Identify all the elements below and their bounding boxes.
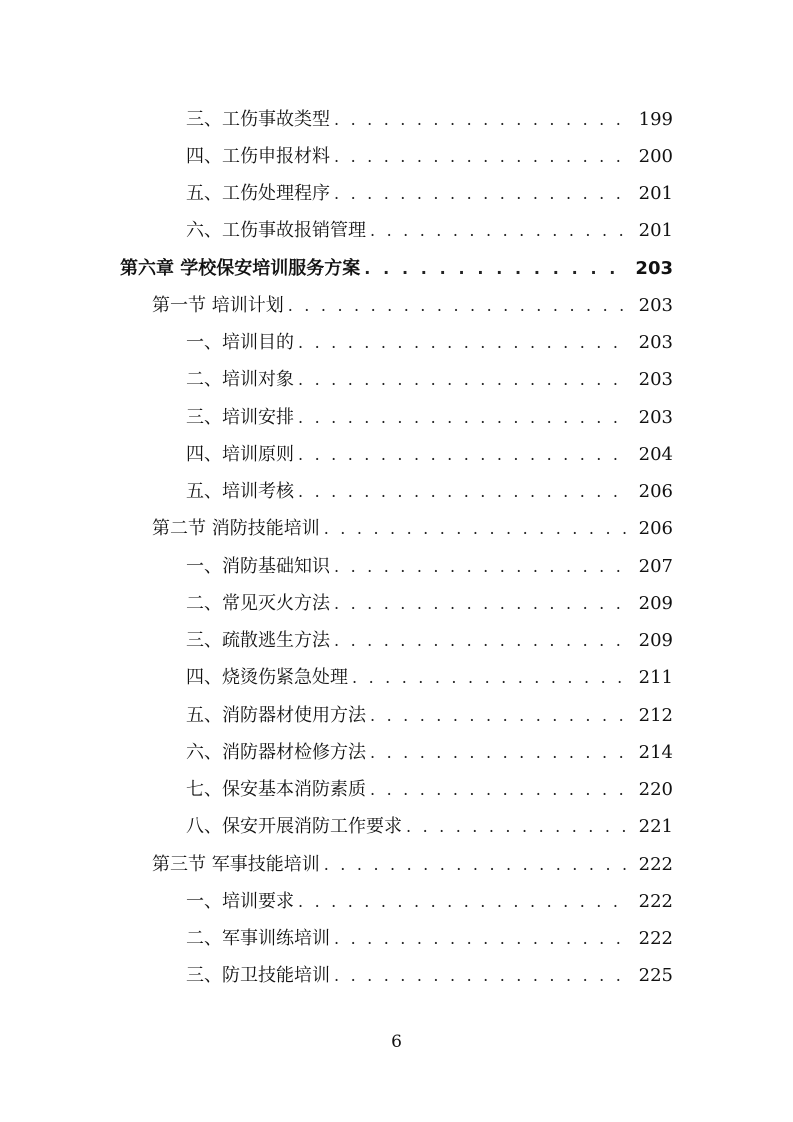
- toc-entry-label: 四、烧烫伤紧急处理: [186, 667, 348, 689]
- toc-entry-label: 一、消防基础知识: [186, 555, 330, 577]
- toc-entry-label: 第一节 培训计划: [152, 294, 284, 316]
- toc-leader-dots: [298, 410, 629, 426]
- toc-entry-label: 一、培训目的: [186, 332, 294, 354]
- toc-entry-label: 第二节 消防技能培训: [152, 518, 320, 540]
- toc-leader-dots: [298, 894, 629, 910]
- toc-entry-page: 203: [638, 294, 673, 316]
- toc-leader-dots: [324, 521, 629, 537]
- toc-item-entry[interactable]: [0, 399, 793, 436]
- toc-entry-page: 211: [638, 667, 673, 689]
- toc-item-entry[interactable]: [0, 548, 793, 585]
- toc-item-entry[interactable]: [0, 213, 793, 250]
- toc-leader-dots: [334, 596, 629, 612]
- toc-entry-page: 225: [638, 965, 673, 987]
- toc-entry-label: 六、消防器材检修方法: [186, 741, 366, 763]
- toc-item-entry[interactable]: [0, 623, 793, 660]
- toc-leader-dots: [298, 447, 629, 463]
- toc-leader-dots: [370, 223, 629, 239]
- toc-entry-page: 221: [638, 816, 673, 838]
- toc-entry-page: 200: [638, 145, 673, 167]
- toc-entry-page: 204: [638, 443, 673, 465]
- toc-entry-label: 五、培训考核: [186, 481, 294, 503]
- page-number: 6: [391, 1032, 402, 1052]
- toc-leader-dots: [334, 931, 629, 947]
- toc-leader-dots: [370, 745, 629, 761]
- toc-section-entry[interactable]: [0, 846, 793, 883]
- toc-entry-label: 四、工伤申报材料: [186, 145, 330, 167]
- toc-item-entry[interactable]: [0, 325, 793, 362]
- toc-chapter-entry[interactable]: [0, 250, 793, 287]
- toc-entry-label: 二、常见灭火方法: [186, 592, 330, 614]
- toc-item-entry[interactable]: [0, 101, 793, 138]
- toc-entry-label: 八、保安开展消防工作要求: [186, 816, 402, 838]
- toc-leader-dots: [334, 633, 629, 649]
- toc-leader-dots: [298, 372, 629, 388]
- toc-leader-dots: [334, 186, 629, 202]
- table-of-contents: [0, 101, 793, 995]
- toc-item-entry[interactable]: [0, 474, 793, 511]
- toc-leader-dots: [406, 819, 629, 835]
- toc-section-entry[interactable]: [0, 287, 793, 324]
- toc-entry-page: 222: [638, 928, 673, 950]
- toc-leader-dots: [370, 708, 629, 724]
- toc-entry-label: 一、培训要求: [186, 890, 294, 912]
- toc-item-entry[interactable]: [0, 138, 793, 175]
- toc-item-entry[interactable]: [0, 958, 793, 995]
- toc-entry-page: 203: [635, 257, 673, 279]
- toc-entry-page: 212: [638, 704, 673, 726]
- toc-item-entry[interactable]: [0, 176, 793, 213]
- toc-entry-page: 222: [638, 853, 673, 875]
- toc-entry-page: 201: [638, 220, 673, 242]
- toc-leader-dots: [298, 484, 629, 500]
- toc-item-entry[interactable]: [0, 883, 793, 920]
- toc-entry-page: 206: [638, 481, 673, 503]
- toc-entry-label: 二、军事训练培训: [186, 928, 330, 950]
- toc-entry-page: 203: [638, 332, 673, 354]
- toc-leader-dots: [334, 559, 629, 575]
- toc-leader-dots: [298, 335, 629, 351]
- toc-leader-dots: [364, 261, 629, 277]
- toc-entry-label: 七、保安基本消防素质: [186, 779, 366, 801]
- toc-entry-label: 五、工伤处理程序: [186, 183, 330, 205]
- toc-entry-page: 209: [638, 630, 673, 652]
- toc-leader-dots: [288, 298, 629, 314]
- toc-entry-label: 二、培训对象: [186, 369, 294, 391]
- toc-item-entry[interactable]: [0, 734, 793, 771]
- toc-item-entry[interactable]: [0, 362, 793, 399]
- toc-entry-page: 201: [638, 183, 673, 205]
- toc-entry-label: 三、防卫技能培训: [186, 965, 330, 987]
- toc-entry-label: 第三节 军事技能培训: [152, 853, 320, 875]
- toc-entry-page: 207: [638, 555, 673, 577]
- toc-entry-page: 214: [638, 741, 673, 763]
- toc-leader-dots: [352, 670, 629, 686]
- toc-item-entry[interactable]: [0, 585, 793, 622]
- toc-entry-label: 三、培训安排: [186, 406, 294, 428]
- toc-entry-label: 第六章 学校保安培训服务方案: [120, 257, 361, 279]
- toc-entry-label: 四、培训原则: [186, 443, 294, 465]
- toc-item-entry[interactable]: [0, 660, 793, 697]
- toc-item-entry[interactable]: [0, 772, 793, 809]
- toc-item-entry[interactable]: [0, 921, 793, 958]
- toc-entry-page: 206: [638, 518, 673, 540]
- toc-entry-label: 三、疏散逃生方法: [186, 630, 330, 652]
- toc-entry-label: 六、工伤事故报销管理: [186, 220, 366, 242]
- toc-entry-label: 三、工伤事故类型: [186, 108, 330, 130]
- toc-entry-page: 209: [638, 592, 673, 614]
- toc-entry-page: 203: [638, 406, 673, 428]
- toc-leader-dots: [334, 968, 629, 984]
- toc-item-entry[interactable]: [0, 436, 793, 473]
- toc-entry-page: 220: [638, 779, 673, 801]
- toc-item-entry[interactable]: [0, 809, 793, 846]
- toc-leader-dots: [324, 857, 629, 873]
- toc-entry-page: 222: [638, 890, 673, 912]
- toc-leader-dots: [370, 782, 629, 798]
- toc-entry-page: 199: [638, 108, 673, 130]
- toc-item-entry[interactable]: [0, 697, 793, 734]
- toc-leader-dots: [334, 149, 629, 165]
- toc-entry-page: 203: [638, 369, 673, 391]
- toc-section-entry[interactable]: [0, 511, 793, 548]
- toc-entry-label: 五、消防器材使用方法: [186, 704, 366, 726]
- toc-leader-dots: [334, 112, 629, 128]
